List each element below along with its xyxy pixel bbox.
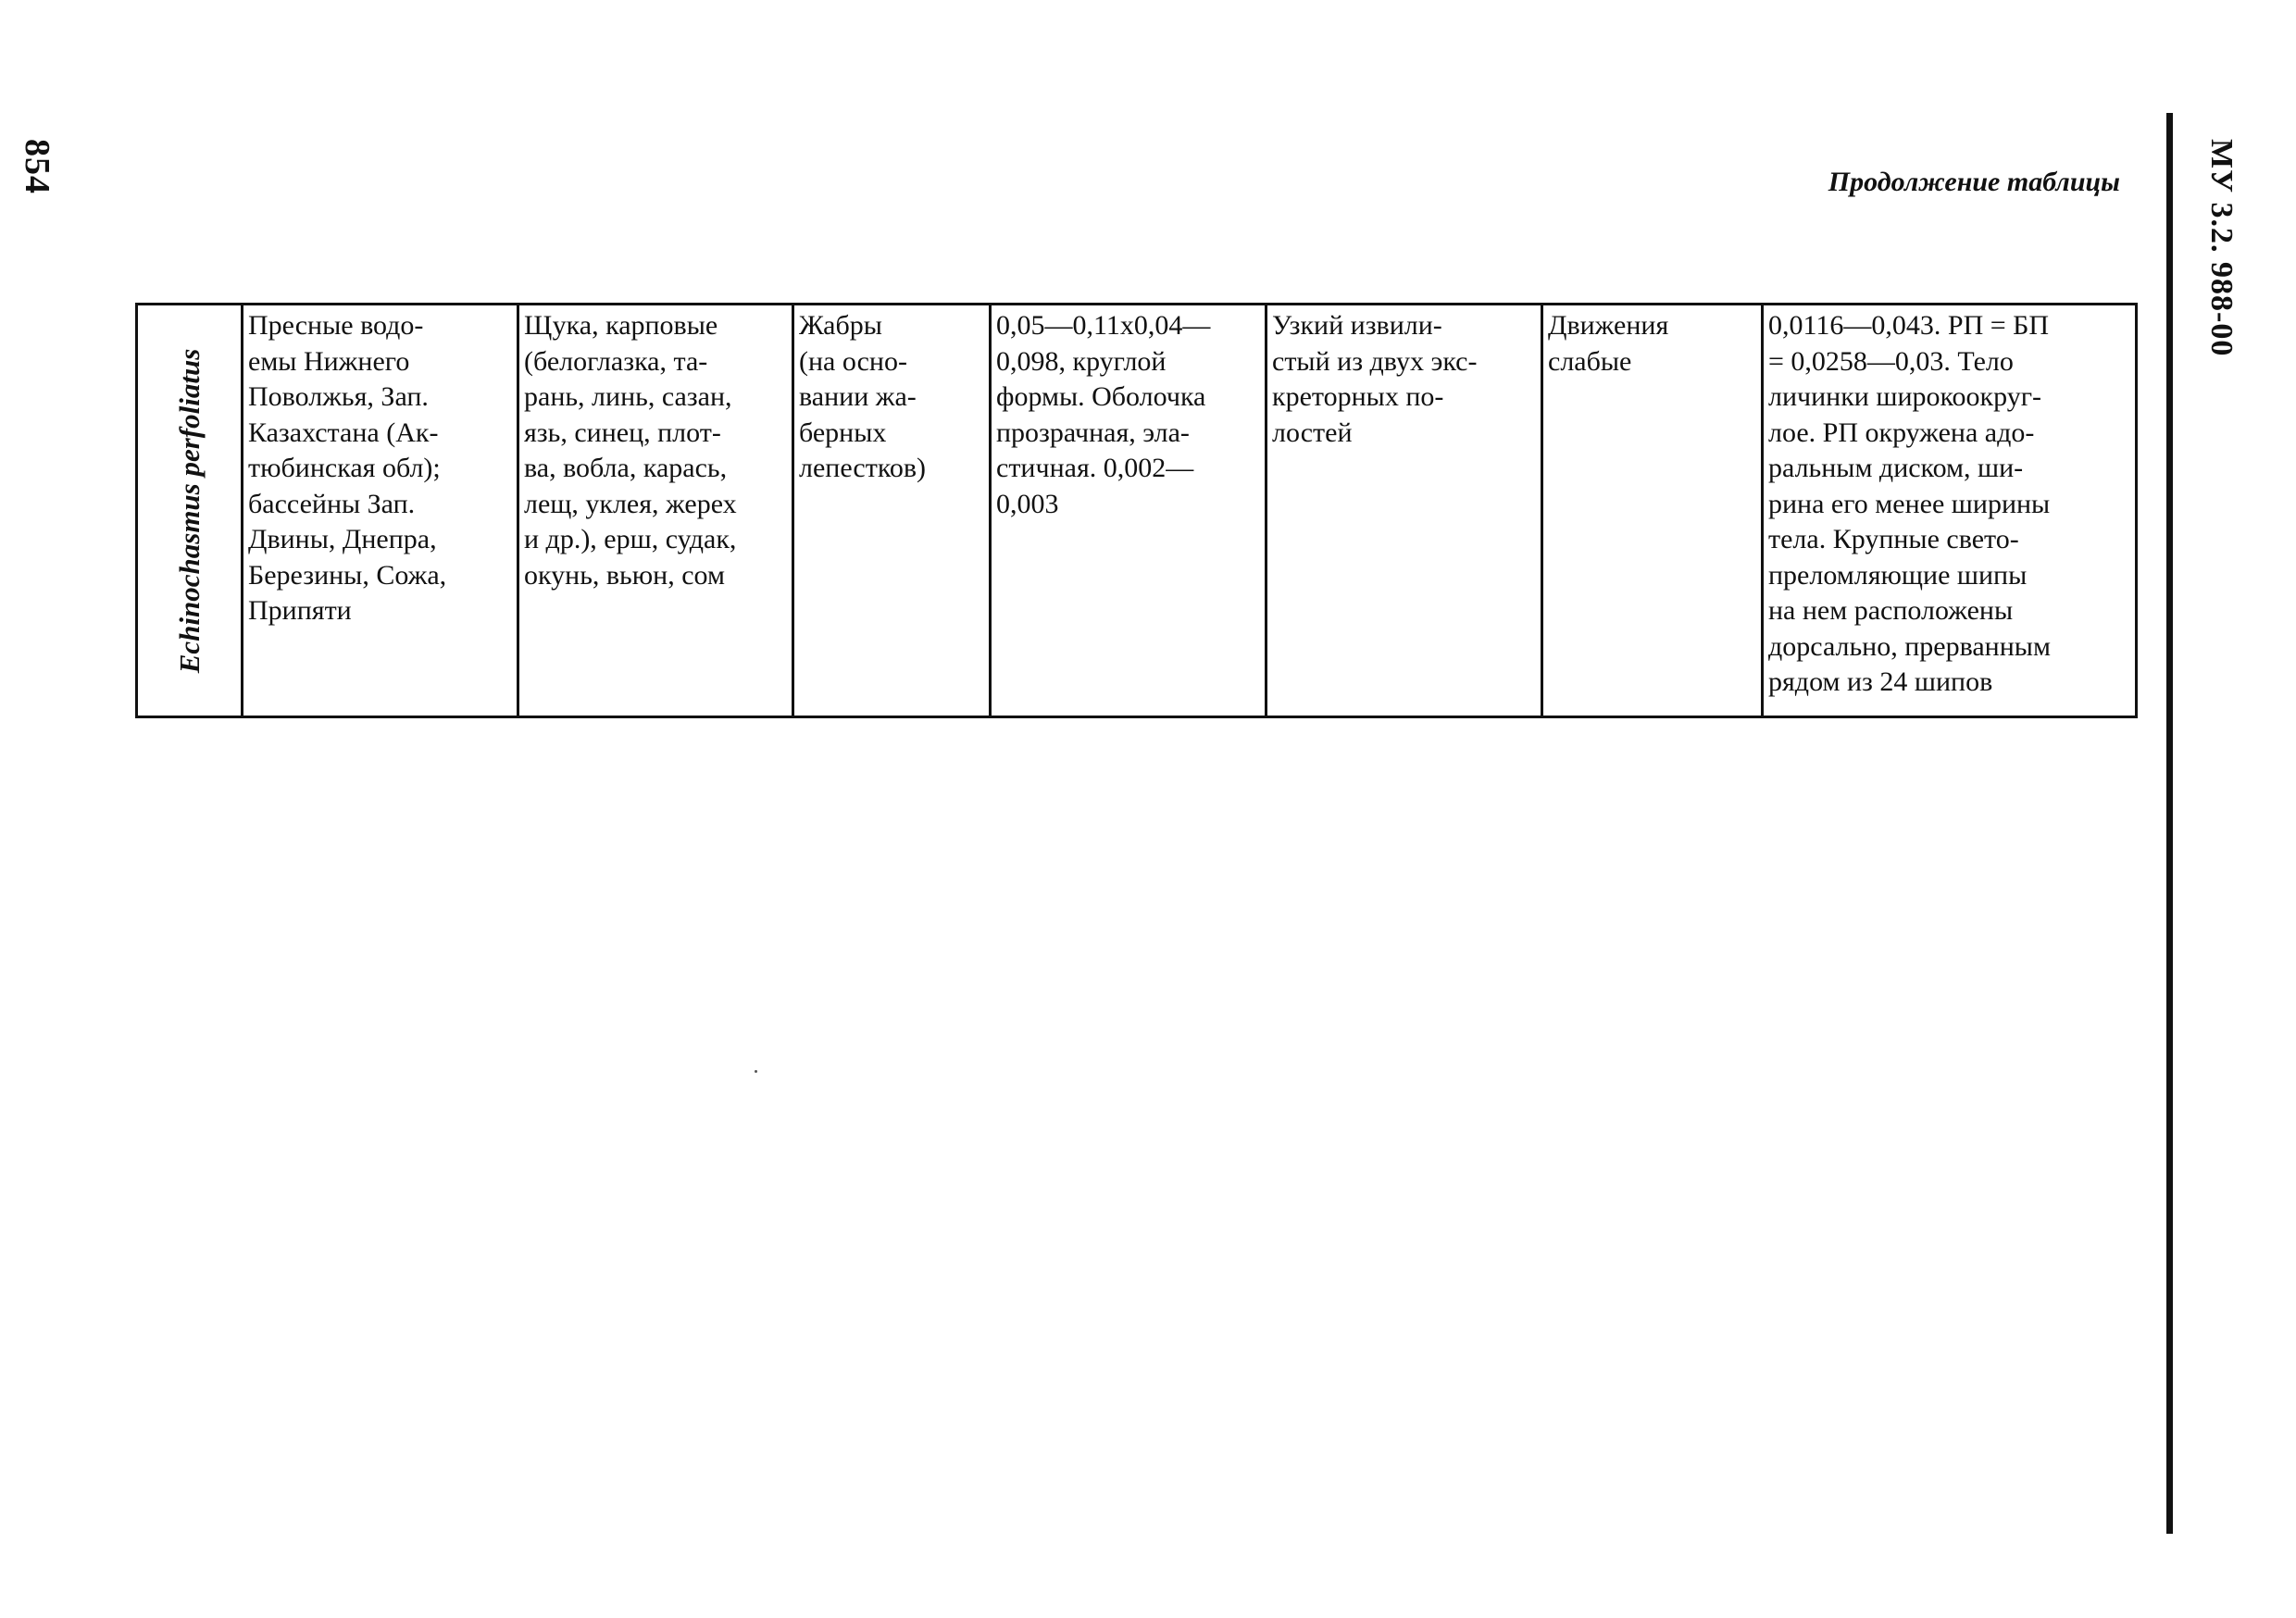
localization-text: Жабры (на осно- вании жа- берных лепестков) <box>799 310 927 483</box>
species-cell <box>137 305 243 717</box>
larva-cell <box>1763 305 2137 717</box>
scan-speck <box>755 1070 757 1073</box>
excretory-text: Узкий извили- стый из двух экс- креторных по- лостей <box>1272 310 1478 448</box>
larva-text: 0,0116—0,043. РП = БП = 0,0258—0,03. Тело личинки широкоокруг- лое. РП окружена адо- ральным диском, ши- рина его менее ширины тела. Крупные свето- преломляющие шипы на нем расположены дорсально, прерванным рядом из 24 шипов <box>1768 310 2051 697</box>
page-number: 854 <box>18 139 56 194</box>
hosts-text: Щука, карповые (белоглазка, та- рань, линь, сазан, язь, синец, плот- ва, вобла, карась, лещ, уклея, жерех и др.), ерш, судак, окунь, вьюн, сом <box>524 310 737 591</box>
document-code: МУ 3.2. 988-00 <box>2204 139 2239 357</box>
hosts-cell <box>518 305 793 717</box>
movement-text: Движения слабые <box>1548 310 1669 377</box>
cyst-text: 0,05—0,11х0,04— 0,098, круглой формы. Оболочка прозрачная, эла- стичная. 0,002— 0,003 <box>996 310 1211 519</box>
table-row <box>137 305 2137 717</box>
movement-cell <box>1542 305 1763 717</box>
distribution-cell <box>243 305 518 717</box>
excretory-cell <box>1267 305 1542 717</box>
table-continuation-label: Продолжение таблицы <box>1828 167 2120 197</box>
cyst-cell <box>991 305 1267 717</box>
species-name: Echinochasmus perfoliatus <box>172 348 206 673</box>
parasite-table <box>135 303 2138 718</box>
distribution-text: Пресные водо- емы Нижнего Поволжья, Зап. Казахстана (Ак- тюбинская обл); бассейны Зап. Двины, Днепра, Березины, Сожа, Припяти <box>248 310 447 626</box>
margin-rule <box>2166 113 2173 1534</box>
localization-cell <box>793 305 991 717</box>
